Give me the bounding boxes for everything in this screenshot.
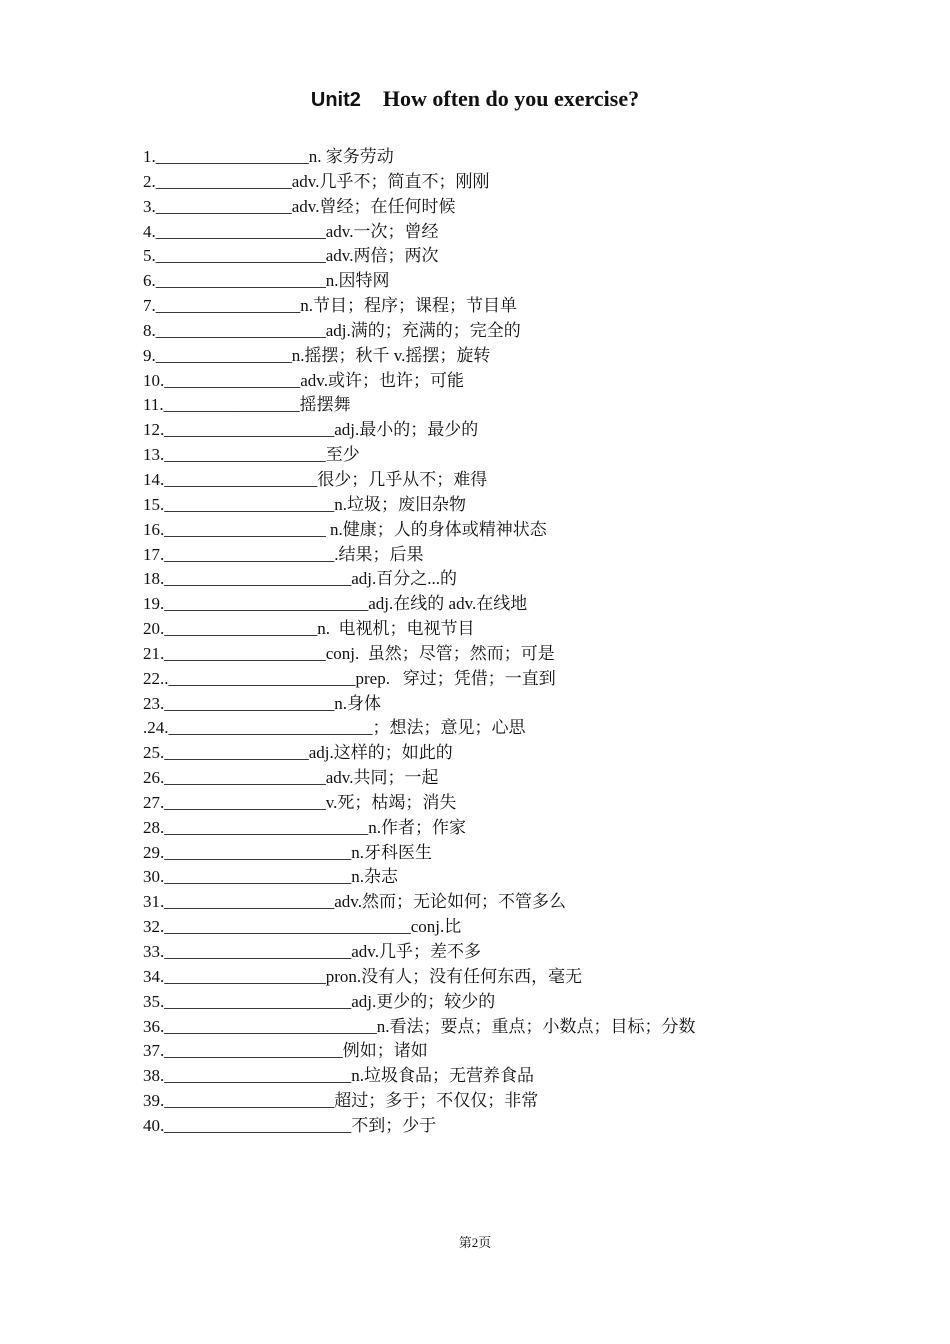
vocab-item: 20.__________________n. 电视机；电视节目 [143,619,475,639]
vocab-item: 19.________________________adj.在线的 adv.在线地 [143,594,528,614]
vocab-item: 33.______________________adv.几乎；差不多 [143,942,481,961]
vocab-item: 2.________________adv.几乎不；简直不；刚刚 [143,171,490,191]
vocab-item: 1.__________________n. 家务劳动 [143,147,394,166]
vocab-item: 32._____________________________conj.比 [143,917,462,937]
vocab-item: 3.________________adv.曾经；在任何时候 [143,196,456,216]
vocab-item: 16.___________________ n.健康；人的身体或精神状态 [143,519,547,539]
vocab-item: 25._________________adj.这样的；如此的 [143,743,453,763]
unit-label: Unit2 [310,89,361,111]
vocab-item: 4.____________________adv.一次；曾经 [143,221,439,241]
vocab-item: 31.____________________adv.然而；无论如何；不管多么 [143,892,566,912]
vocab-item: 23.____________________n.身体 [143,693,381,713]
vocab-item: 27.___________________v.死；枯竭；消失 [143,792,457,812]
vocab-item: 40.______________________不到；少于 [143,1115,437,1135]
vocab-item: 22..______________________prep. 穿过；凭借；一直到 [143,668,556,688]
vocab-item: 28.________________________n.作者；作家 [143,817,466,837]
vocab-item: 36._________________________n.看法；要点；重点；小数点；目标；分数 [143,1016,696,1036]
vocabulary-list [143,145,923,1139]
title-text: How often do you exercise? [382,86,640,111]
vocab-item: .24.________________________；想法；意见；心思 [143,718,526,738]
vocab-item: 11.________________摇摆舞 [143,395,351,415]
vocab-item: 21.___________________conj. 虽然；尽管；然而；可是 [143,643,555,663]
page-number: 第2页 [458,1235,492,1250]
vocab-item: 30.______________________n.杂志 [143,867,398,887]
vocab-item: 37._____________________例如；诸如 [143,1041,428,1061]
vocab-item: 35.______________________adj.更少的；较少的 [143,991,496,1011]
page-title [0,86,950,112]
vocab-item: 38.______________________n.垃圾食品；无营养食品 [143,1066,534,1086]
vocab-item: 13.___________________至少 [143,445,360,465]
vocab-item: 9.________________n.摇摆；秋千 v.摇摆；旋转 [143,345,491,365]
vocab-item: 10.________________adv.或许；也许；可能 [143,370,464,390]
vocab-item: 34.___________________pron.没有人；没有任何东西，毫无 [143,966,583,986]
vocab-item: 8.____________________adj.满的；充满的；完全的 [143,320,521,340]
vocab-item: 29.______________________n.牙科医生 [143,842,432,862]
vocab-item: 7._________________n.节目；程序；课程；节目单 [143,296,517,316]
vocab-item: 15.____________________n.垃圾；废旧杂物 [143,494,466,514]
vocab-item: 5.____________________adv.两倍；两次 [143,246,439,266]
vocab-item: 18.______________________adj.百分之...的 [143,569,458,589]
vocab-item: 6.____________________n.因特网 [143,271,390,291]
vocab-item: 39.____________________超过；多于；不仅仅；非常 [143,1091,539,1111]
vocab-item: 12.____________________adj.最小的；最少的 [143,420,479,440]
vocab-item: 26.___________________adv.共同；一起 [143,768,439,788]
vocab-item: 17.____________________.结果；后果 [143,544,424,564]
vocab-item: 14.__________________很少；几乎从不；难得 [143,469,488,489]
